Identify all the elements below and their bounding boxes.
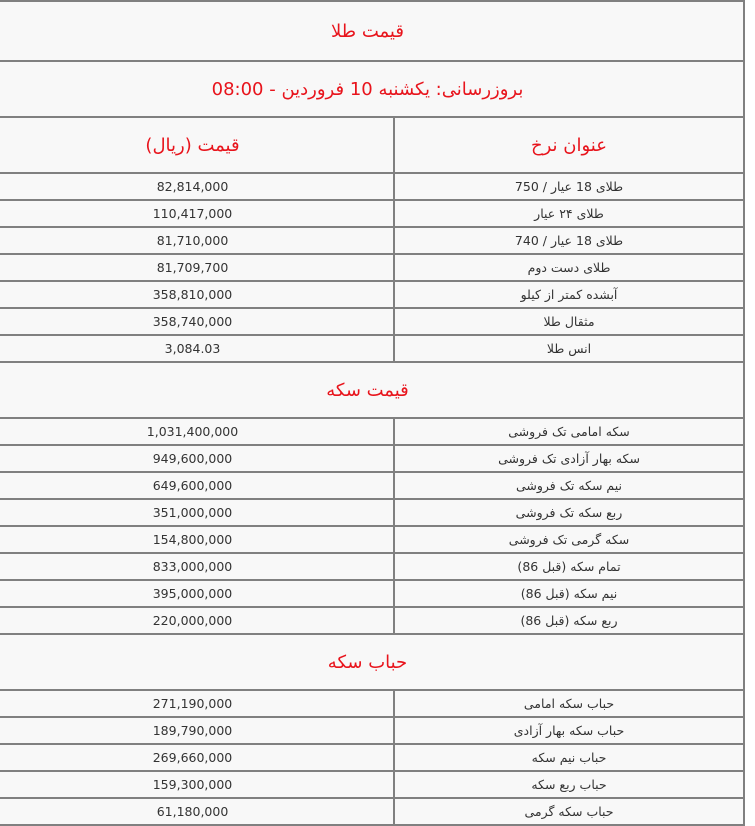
table-row — [0, 418, 744, 445]
rate-price: 82,814,000 — [0, 173, 394, 200]
table-row — [0, 580, 744, 607]
rate-price: 159,300,000 — [0, 771, 394, 798]
rate-name: طلای 18 عیار / 750 — [394, 173, 744, 200]
rate-price: 189,790,000 — [0, 717, 394, 744]
table-row — [0, 472, 744, 499]
rate-price: 220,000,000 — [0, 607, 394, 634]
table-row — [0, 744, 744, 771]
rate-name: سکه گرمی تک فروشی — [394, 526, 744, 553]
table-row — [0, 200, 744, 227]
table-row — [0, 798, 744, 825]
title-row — [0, 1, 744, 61]
table-row — [0, 308, 744, 335]
rate-name: حباب نیم سکه — [394, 744, 744, 771]
rate-price: 61,180,000 — [0, 798, 394, 825]
rate-price: 949,600,000 — [0, 445, 394, 472]
table-row — [0, 526, 744, 553]
rate-price: 3,084.03 — [0, 335, 394, 362]
rate-name: طلای دست دوم — [394, 254, 744, 281]
rate-name: ربع سکه تک فروشی — [394, 499, 744, 526]
section-title: حباب سکه — [0, 634, 744, 690]
rate-name: نیم سکه تک فروشی — [394, 472, 744, 499]
rate-price: 833,000,000 — [0, 553, 394, 580]
rate-price: 271,190,000 — [0, 690, 394, 717]
rate-price: 351,000,000 — [0, 499, 394, 526]
rate-price: 358,810,000 — [0, 281, 394, 308]
rate-name: سکه امامی تک فروشی — [394, 418, 744, 445]
table-row — [0, 254, 744, 281]
section-title: قیمت سکه — [0, 362, 744, 418]
column-header-name: عنوان نرخ — [394, 117, 744, 173]
table-row — [0, 553, 744, 580]
update-timestamp: بروزرسانی: یکشنبه 10 فروردین - 08:00 — [0, 61, 744, 117]
rate-price: 154,800,000 — [0, 526, 394, 553]
rate-price: 1,031,400,000 — [0, 418, 394, 445]
section-header-bubble — [0, 634, 744, 690]
table-row — [0, 690, 744, 717]
rate-name: طلای 18 عیار / 740 — [394, 227, 744, 254]
rate-price: 358,740,000 — [0, 308, 394, 335]
table-row — [0, 717, 744, 744]
rate-name: انس طلا — [394, 335, 744, 362]
rate-name: حباب سکه گرمی — [394, 798, 744, 825]
rate-name: طلای ۲۴ عیار — [394, 200, 744, 227]
rate-name: ربع سکه (قبل 86) — [394, 607, 744, 634]
table-row — [0, 227, 744, 254]
rate-name: حباب ربع سکه — [394, 771, 744, 798]
rate-price: 110,417,000 — [0, 200, 394, 227]
rate-price: 395,000,000 — [0, 580, 394, 607]
table-row — [0, 335, 744, 362]
rate-name: حباب سکه امامی — [394, 690, 744, 717]
rate-name: مثقال طلا — [394, 308, 744, 335]
table-row — [0, 445, 744, 472]
column-header-row — [0, 117, 744, 173]
table-row — [0, 281, 744, 308]
rate-name: نیم سکه (قبل 86) — [394, 580, 744, 607]
table-row — [0, 173, 744, 200]
table-row — [0, 771, 744, 798]
column-header-price: قیمت (ریال) — [0, 117, 394, 173]
table-title: قیمت طلا — [0, 1, 744, 61]
rate-price: 269,660,000 — [0, 744, 394, 771]
rate-price: 649,600,000 — [0, 472, 394, 499]
rate-name: آبشده کمتر از کیلو — [394, 281, 744, 308]
update-row — [0, 61, 744, 117]
rate-price: 81,710,000 — [0, 227, 394, 254]
table-row — [0, 607, 744, 634]
rate-name: سکه بهار آزادی تک فروشی — [394, 445, 744, 472]
rate-price: 81,709,700 — [0, 254, 394, 281]
table-row — [0, 499, 744, 526]
rate-name: حباب سکه بهار آزادی — [394, 717, 744, 744]
rate-name: تمام سکه (قبل 86) — [394, 553, 744, 580]
section-header-coins — [0, 362, 744, 418]
